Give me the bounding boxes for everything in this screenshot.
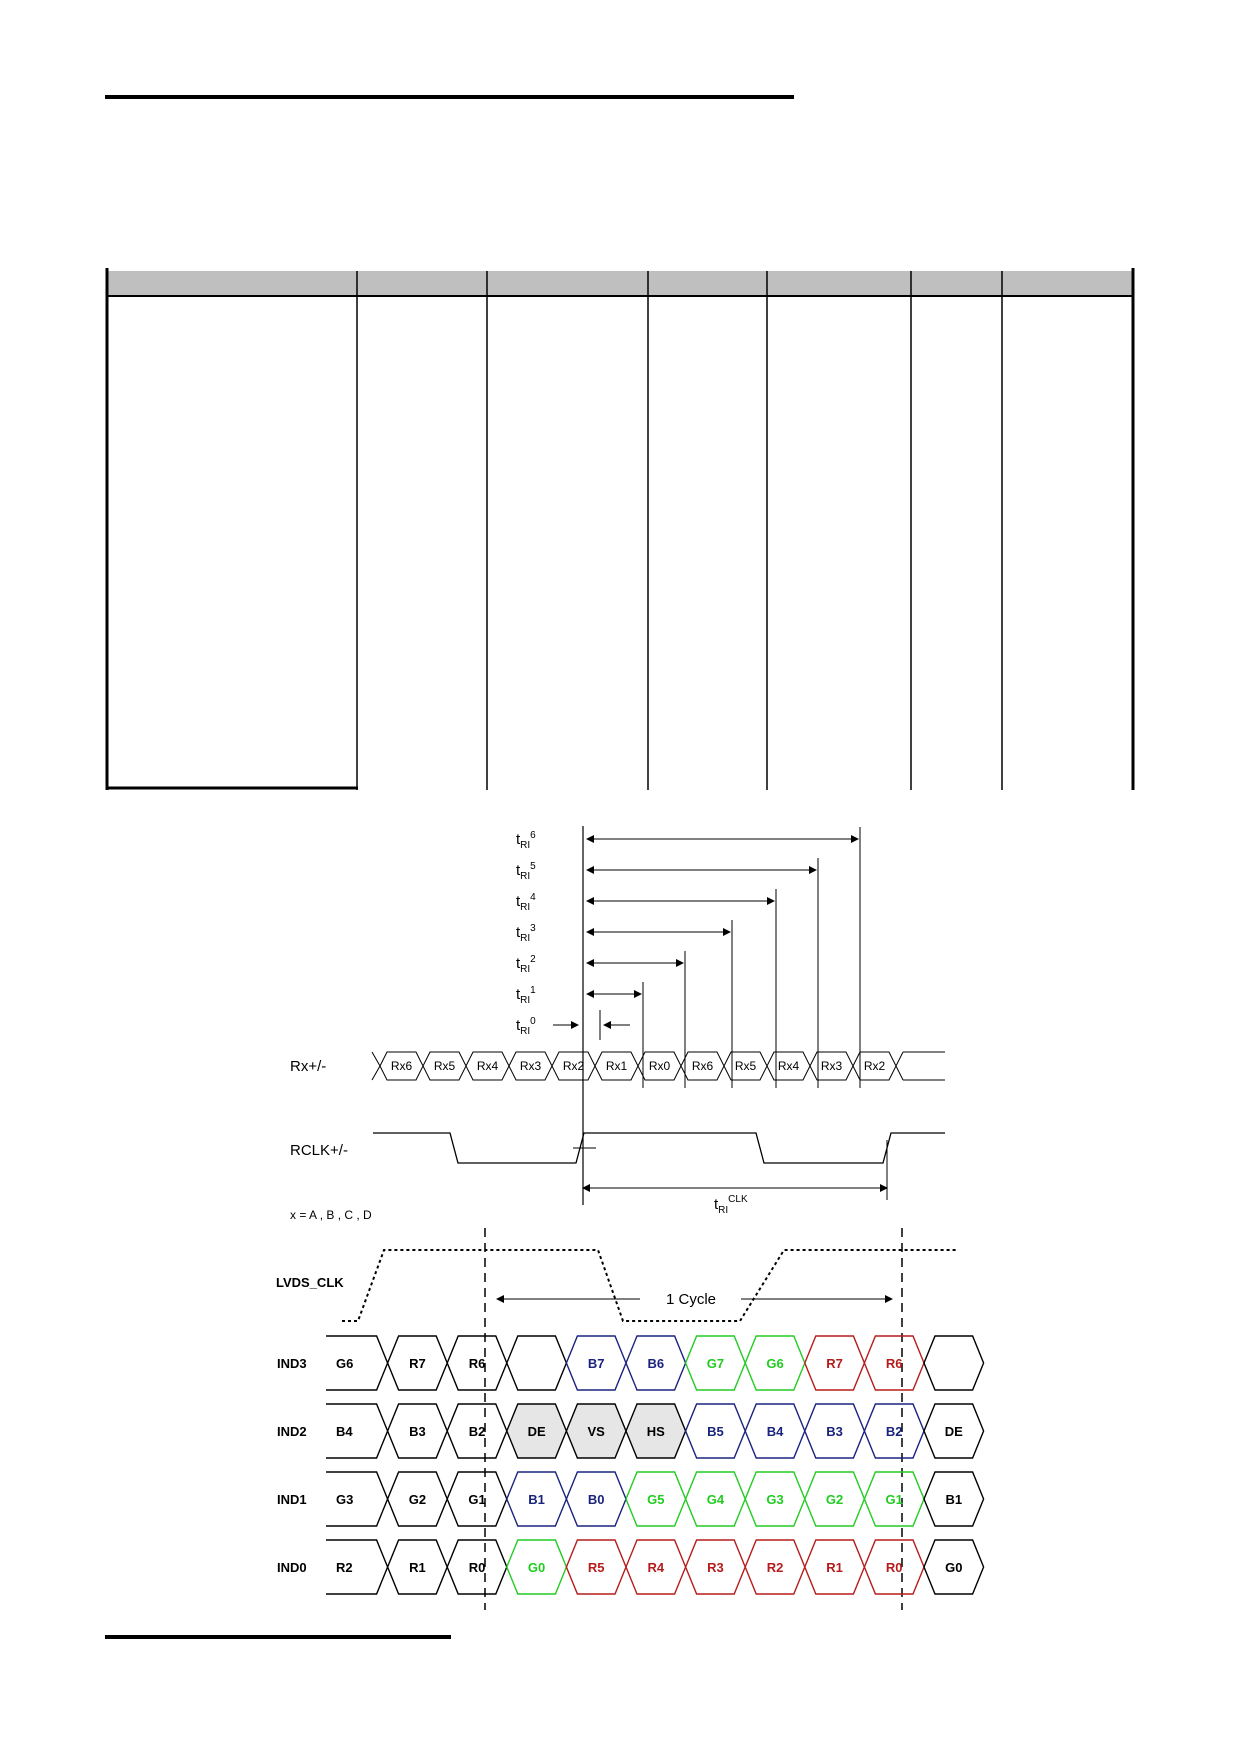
t-ri-label: $t_{RI}^3$ <box>516 923 536 944</box>
lane-bit-label: G7 <box>706 1356 725 1371</box>
t-ri-label: $t_{RI}^4$ <box>516 892 536 913</box>
rx-bit-label: Rx2 <box>562 1059 585 1073</box>
lane-bit-label: B3 <box>409 1424 426 1439</box>
rx-bit-label: Rx6 <box>691 1059 714 1073</box>
lvds-lanes <box>277 1336 984 1594</box>
lane-bit-label: B4 <box>336 1424 353 1439</box>
lane-bit-label: R2 <box>336 1560 353 1575</box>
lane-bit-label: B1 <box>945 1492 963 1507</box>
lane-bit-label: G2 <box>408 1492 427 1507</box>
lane-bit-label: R2 <box>766 1560 784 1575</box>
lane-label: IND2 <box>277 1424 307 1439</box>
x-channels-note: x = A , B , C , D <box>290 1208 372 1222</box>
lane-bit-label: R6 <box>885 1356 903 1371</box>
rx-bit-label: Rx6 <box>390 1059 413 1073</box>
lane-bit-label: R0 <box>885 1560 903 1575</box>
rx-bit-label: Rx1 <box>605 1059 628 1073</box>
lane-bit-label: B7 <box>587 1356 605 1371</box>
t-ri-label: $t_{RI}^0$ <box>516 1016 536 1037</box>
lvds-clk-label: LVDS_CLK <box>276 1275 344 1290</box>
lane-bit-label: R3 <box>707 1560 724 1575</box>
lane-bit-label: DE <box>527 1424 546 1439</box>
lane-bit-label: G0 <box>945 1560 963 1575</box>
lane-bit-cell <box>507 1336 567 1390</box>
lane-bit-label: VS <box>587 1424 605 1439</box>
rx-bit-label: Rx4 <box>476 1059 499 1073</box>
lane-bit-label: R7 <box>409 1356 426 1371</box>
t-ri-label: $t_{RI}^6$ <box>516 830 536 851</box>
t-ri-label: $t_{RI}^2$ <box>516 954 536 975</box>
rx-signal-label: Rx+/- <box>290 1058 327 1075</box>
t-ri-label: $t_{RI}^5$ <box>516 861 536 882</box>
rx-bit-label: Rx3 <box>820 1059 843 1073</box>
lane-bit-label: R1 <box>409 1560 426 1575</box>
clk-period-label: $t_{RI}^{CLK}$ <box>714 1194 748 1216</box>
lane-bit-label: B5 <box>707 1424 724 1439</box>
lane-bit-label: B0 <box>587 1492 605 1507</box>
lane-bit-label: R7 <box>826 1356 843 1371</box>
lane-bit-label: G5 <box>647 1492 665 1507</box>
rclk-signal-label: RCLK+/- <box>290 1142 348 1159</box>
lane-bit-label: R0 <box>468 1560 486 1575</box>
lane-bit-label: G1 <box>468 1492 486 1507</box>
lvds-clk-waveform <box>342 1250 958 1321</box>
rx-bit-label: Rx2 <box>863 1059 886 1073</box>
lane-bit-label: HS <box>646 1424 665 1439</box>
lane-bit-cell <box>924 1336 984 1390</box>
lane-bit-label: R1 <box>826 1560 843 1575</box>
lane-bit-label: G6 <box>336 1356 354 1371</box>
lane-bit-label: G0 <box>527 1560 546 1575</box>
lane-label: IND1 <box>277 1492 307 1507</box>
lane-bit-label: G1 <box>885 1492 903 1507</box>
rx-bit-label: Rx0 <box>648 1059 671 1073</box>
lane-bit-label: G3 <box>336 1492 354 1507</box>
lane-bit-label: G4 <box>706 1492 725 1507</box>
rx-bit-label: Rx5 <box>734 1059 757 1073</box>
lane-label: IND3 <box>277 1356 307 1371</box>
rx-bit-label: Rx3 <box>519 1059 542 1073</box>
lane-bit-label: G6 <box>766 1356 784 1371</box>
lane-bit-label: R6 <box>468 1356 486 1371</box>
rx-bit-label: Rx4 <box>777 1059 800 1073</box>
lane-bit-label: R5 <box>587 1560 605 1575</box>
lane-bit-label: B2 <box>885 1424 903 1439</box>
lane-bit-label: B2 <box>468 1424 486 1439</box>
lane-bit-label: R4 <box>647 1560 665 1575</box>
t-ri-label: $t_{RI}^1$ <box>516 985 536 1006</box>
lane-bit-label: B6 <box>647 1356 665 1371</box>
lane-bit-label: B4 <box>766 1424 784 1439</box>
rx-bit-label: Rx5 <box>433 1059 456 1073</box>
lane-label: IND0 <box>277 1560 307 1575</box>
lane-bit-label: B1 <box>528 1492 545 1507</box>
lane-bit-label: G2 <box>825 1492 844 1507</box>
lane-bit-label: DE <box>944 1424 963 1439</box>
lane-bit-label: G3 <box>766 1492 784 1507</box>
lane-bit-label: B3 <box>826 1424 843 1439</box>
cycle-label: 1 Cycle <box>666 1291 717 1308</box>
